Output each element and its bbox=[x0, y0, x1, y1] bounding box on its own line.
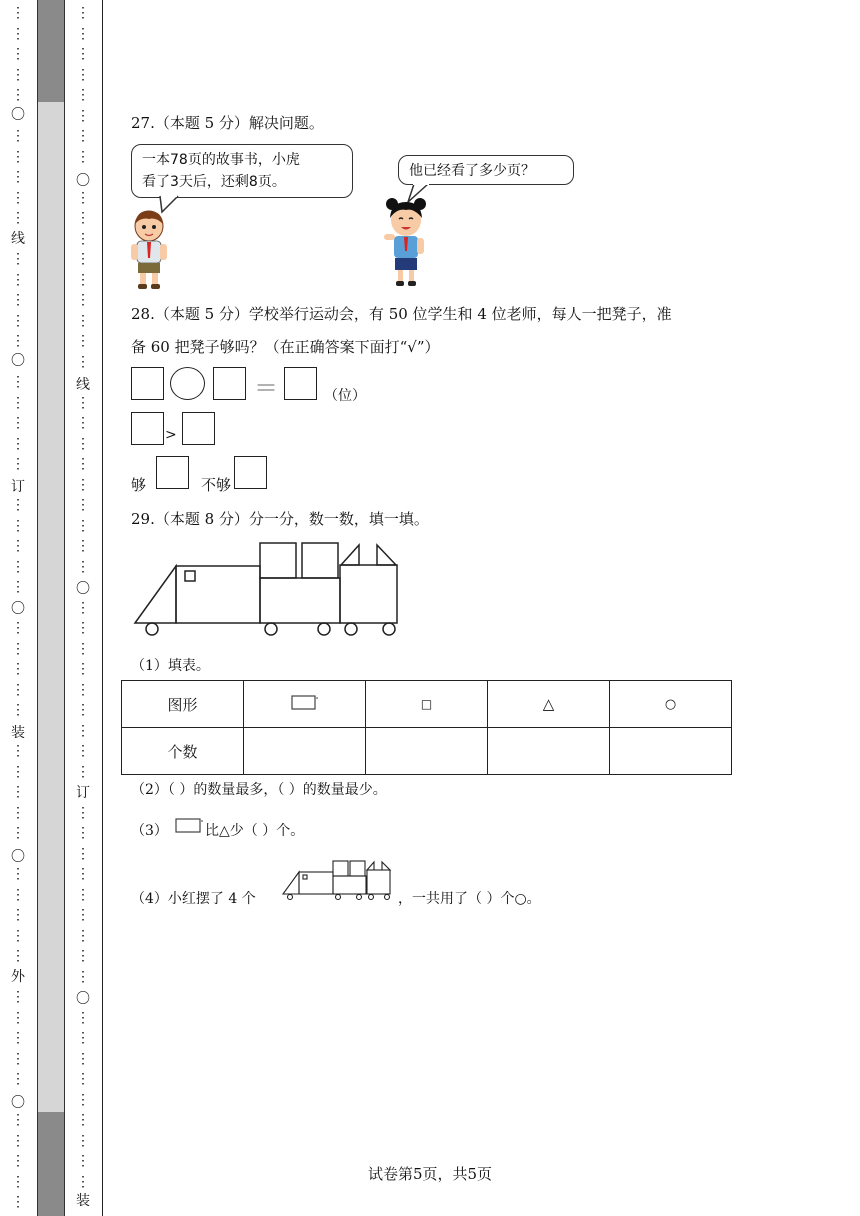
outer-margin-dots: ⋮ bbox=[11, 1173, 25, 1190]
rectangle-shape-icon bbox=[174, 817, 206, 835]
outer-margin-dots: ⋮ bbox=[11, 640, 25, 657]
outer-margin-dots: ⋮ bbox=[11, 702, 25, 718]
outer-margin-dots: ⋮ bbox=[11, 927, 25, 944]
inner-margin-dots: ⋮ bbox=[76, 251, 90, 267]
q28-line2: 备 60 把凳子够吗？（在正确答案下面打“√”） bbox=[131, 338, 440, 356]
table-cell-triangle: △ bbox=[488, 681, 610, 728]
count-input-triangle[interactable] bbox=[488, 728, 610, 775]
compare-box-right[interactable] bbox=[182, 412, 215, 445]
outer-margin-dots: ⋮ bbox=[11, 415, 25, 431]
outer-margin-dots: ⋮ bbox=[11, 558, 25, 575]
outer-margin-label: 〇 bbox=[11, 107, 25, 123]
inner-margin-dots: ⋮ bbox=[76, 681, 90, 698]
equals-sign: ＝ bbox=[254, 374, 278, 402]
inner-margin-dots: ⋮ bbox=[76, 230, 90, 247]
shape-count-table bbox=[121, 680, 732, 775]
outer-margin-dots: ⋮ bbox=[11, 456, 25, 472]
outer-margin-dots: ⋮ bbox=[11, 46, 25, 62]
q28-line1: 28.（本题 5 分）学校举行运动会，有 50 位学生和 4 位老师，每人一把凳子，准 bbox=[131, 305, 672, 323]
inner-margin-label: 〇 bbox=[76, 581, 90, 597]
outer-margin-dots: ⋮ bbox=[11, 784, 25, 800]
rectangle-shape-icon bbox=[290, 693, 320, 711]
inner-margin-dots: ⋮ bbox=[76, 210, 90, 226]
outer-margin-dots: ⋮ bbox=[11, 1009, 25, 1026]
table-cell-rectangle bbox=[244, 681, 366, 728]
outer-margin-dots: ⋮ bbox=[11, 374, 25, 390]
enough-checkbox[interactable] bbox=[156, 456, 189, 489]
outer-margin-dots: ⋮ bbox=[11, 5, 25, 21]
table-row-shapes bbox=[122, 681, 732, 728]
inner-margin-dots: ⋮ bbox=[76, 1153, 90, 1169]
inner-margin-dots: ⋮ bbox=[76, 927, 90, 944]
q27-bubble-left-line1: 一本78页的故事书，小虎 bbox=[142, 152, 300, 168]
answer-box-1[interactable] bbox=[131, 367, 164, 400]
q29-sub2: （2）（ ）的数量最多，（ ）的数量最少。 bbox=[131, 782, 387, 798]
outer-margin-dots: ⋮ bbox=[11, 743, 25, 759]
inner-margin-dots: ⋮ bbox=[76, 189, 90, 206]
inner-margin-dots: ⋮ bbox=[76, 66, 90, 83]
outer-margin-dots: ⋮ bbox=[11, 210, 25, 226]
count-input-circle[interactable] bbox=[610, 728, 732, 775]
inner-margin-dots: ⋮ bbox=[76, 640, 90, 657]
outer-margin-dots: ⋮ bbox=[11, 886, 25, 903]
inner-margin-dots: ⋮ bbox=[76, 497, 90, 513]
q27-speech-bubble-right: 他已经看了多少页？ bbox=[398, 155, 574, 185]
compare-box-left[interactable] bbox=[131, 412, 164, 445]
q29-sub3-suffix: 比△少（ ）个。 bbox=[205, 823, 305, 839]
inner-margin-dots: ⋮ bbox=[76, 333, 90, 349]
table-header-shape: 图形 bbox=[122, 681, 244, 728]
inner-margin-dots: ⋮ bbox=[76, 456, 90, 472]
outer-margin-dots: ⋮ bbox=[11, 1153, 25, 1169]
answer-box-2[interactable] bbox=[213, 367, 246, 400]
count-input-rectangle[interactable] bbox=[244, 728, 366, 775]
outer-margin-dots: ⋮ bbox=[11, 866, 25, 882]
outer-margin-dots: ⋮ bbox=[11, 579, 25, 595]
inner-margin-dots: ⋮ bbox=[76, 312, 90, 329]
inner-margin-dots: ⋮ bbox=[76, 661, 90, 677]
inner-margin-dots: ⋮ bbox=[76, 271, 90, 288]
girl-illustration bbox=[382, 196, 430, 288]
outer-margin-dots: ⋮ bbox=[11, 128, 25, 144]
table-row-counts bbox=[122, 728, 732, 775]
table-header-count: 个数 bbox=[122, 728, 244, 775]
inner-margin-dots: ⋮ bbox=[76, 722, 90, 739]
outer-margin-label: 〇 bbox=[11, 601, 25, 617]
outer-margin-dots: ⋮ bbox=[11, 1112, 25, 1128]
inner-margin-dots: ⋮ bbox=[76, 1132, 90, 1149]
page-footer: 试卷第5页，共5页 bbox=[367, 1165, 493, 1183]
inner-margin-dots: ⋮ bbox=[76, 1173, 90, 1190]
inner-margin-dots: ⋮ bbox=[76, 107, 90, 124]
inner-margin-dots: ⋮ bbox=[76, 558, 90, 575]
outer-margin-dots: ⋮ bbox=[11, 1050, 25, 1067]
q29-sub4-suffix: ，一共用了（ ）个○。 bbox=[398, 891, 541, 907]
boy-illustration bbox=[128, 208, 170, 292]
binding-margin-gray-strip bbox=[37, 0, 65, 1216]
train-figure bbox=[130, 538, 405, 638]
enough-label: 够 bbox=[131, 476, 147, 494]
inner-margin-dots: ⋮ bbox=[76, 1050, 90, 1067]
inner-margin-dots: ⋮ bbox=[76, 1071, 90, 1087]
outer-margin-label: 线 bbox=[11, 231, 25, 247]
outer-margin-dots: ⋮ bbox=[11, 907, 25, 923]
outer-margin-dots: ⋮ bbox=[11, 148, 25, 165]
inner-margin-dots: ⋮ bbox=[76, 948, 90, 964]
outer-margin-dots: ⋮ bbox=[11, 312, 25, 329]
binding-margin-outer bbox=[0, 0, 36, 1216]
inner-margin-dots: ⋮ bbox=[76, 886, 90, 903]
outer-margin-dots: ⋮ bbox=[11, 1030, 25, 1046]
inner-margin-label: 装 bbox=[76, 1193, 90, 1209]
outer-margin-dots: ⋮ bbox=[11, 1194, 25, 1210]
inner-margin-label: 〇 bbox=[76, 173, 90, 189]
inner-margin-dots: ⋮ bbox=[76, 148, 90, 165]
greater-than-sign: > bbox=[165, 427, 177, 443]
unit-label: （位） bbox=[324, 388, 366, 404]
inner-margin-dots: ⋮ bbox=[76, 292, 90, 308]
inner-margin-dots: ⋮ bbox=[76, 620, 90, 636]
outer-margin-dots: ⋮ bbox=[11, 681, 25, 698]
outer-margin-dots: ⋮ bbox=[11, 189, 25, 206]
outer-margin-dots: ⋮ bbox=[11, 661, 25, 677]
operator-circle[interactable] bbox=[170, 367, 205, 400]
outer-margin-label: 外 bbox=[11, 969, 25, 985]
count-input-square[interactable] bbox=[366, 728, 488, 775]
outer-margin-dots: ⋮ bbox=[11, 620, 25, 636]
q27-title: 27.（本题 5 分）解决问题。 bbox=[131, 114, 324, 132]
inner-margin-dots: ⋮ bbox=[76, 599, 90, 616]
inner-margin-dots: ⋮ bbox=[76, 804, 90, 821]
outer-margin-dots: ⋮ bbox=[11, 1132, 25, 1149]
inner-margin-dots: ⋮ bbox=[76, 845, 90, 862]
q29-sub4-prefix: （4）小红摆了 4 个 bbox=[131, 891, 256, 907]
inner-margin-dots: ⋮ bbox=[76, 907, 90, 923]
inner-margin-dots: ⋮ bbox=[76, 415, 90, 431]
outer-margin-dots: ⋮ bbox=[11, 87, 25, 103]
inner-margin-dots: ⋮ bbox=[76, 476, 90, 493]
outer-margin-label: 〇 bbox=[11, 1095, 25, 1111]
outer-margin-dots: ⋮ bbox=[11, 497, 25, 513]
answer-box-result[interactable] bbox=[284, 367, 317, 400]
inner-margin-dots: ⋮ bbox=[76, 763, 90, 780]
outer-margin-dots: ⋮ bbox=[11, 66, 25, 83]
outer-margin-dots: ⋮ bbox=[11, 435, 25, 452]
outer-margin-dots: ⋮ bbox=[11, 1071, 25, 1087]
inner-margin-dots: ⋮ bbox=[76, 435, 90, 452]
inner-margin-label: 线 bbox=[76, 377, 90, 393]
inner-margin-dots: ⋮ bbox=[76, 1091, 90, 1108]
inner-margin-dots: ⋮ bbox=[76, 1030, 90, 1046]
not-enough-label: 不够 bbox=[201, 476, 232, 494]
inner-margin-dots: ⋮ bbox=[76, 25, 90, 42]
outer-margin-dots: ⋮ bbox=[11, 825, 25, 841]
inner-margin-dots: ⋮ bbox=[76, 538, 90, 554]
outer-margin-dots: ⋮ bbox=[11, 804, 25, 821]
inner-margin-dots: ⋮ bbox=[76, 1112, 90, 1128]
gray-strip-top-block bbox=[38, 0, 64, 102]
outer-margin-dots: ⋮ bbox=[11, 271, 25, 288]
q27-bubble-left-line2: 看了3天后，还剩8页。 bbox=[142, 174, 286, 190]
inner-margin-dots: ⋮ bbox=[76, 866, 90, 882]
inner-margin-dots: ⋮ bbox=[76, 87, 90, 103]
table-cell-square: □ bbox=[366, 681, 488, 728]
inner-margin-dots: ⋮ bbox=[76, 46, 90, 62]
outer-margin-dots: ⋮ bbox=[11, 25, 25, 42]
inner-margin-dots: ⋮ bbox=[76, 128, 90, 144]
outer-margin-label: 订 bbox=[11, 479, 25, 495]
inner-margin-dots: ⋮ bbox=[76, 517, 90, 534]
outer-margin-dots: ⋮ bbox=[11, 292, 25, 308]
small-train-icon bbox=[281, 858, 395, 902]
inner-margin-label: 〇 bbox=[76, 991, 90, 1007]
outer-margin-dots: ⋮ bbox=[11, 989, 25, 1005]
inner-margin-dots: ⋮ bbox=[76, 702, 90, 718]
outer-margin-dots: ⋮ bbox=[11, 948, 25, 964]
outer-margin-label: 〇 bbox=[11, 353, 25, 369]
outer-margin-dots: ⋮ bbox=[11, 394, 25, 411]
outer-margin-dots: ⋮ bbox=[11, 251, 25, 267]
outer-margin-dots: ⋮ bbox=[11, 763, 25, 780]
inner-margin-dots: ⋮ bbox=[76, 394, 90, 411]
outer-margin-label: 装 bbox=[11, 725, 25, 741]
binding-margin-inner bbox=[64, 0, 103, 1216]
not-enough-checkbox[interactable] bbox=[234, 456, 267, 489]
outer-margin-dots: ⋮ bbox=[11, 538, 25, 554]
inner-margin-dots: ⋮ bbox=[76, 1009, 90, 1026]
q29-title: 29.（本题 8 分）分一分，数一数，填一填。 bbox=[131, 510, 429, 528]
inner-margin-dots: ⋮ bbox=[76, 743, 90, 759]
inner-margin-dots: ⋮ bbox=[76, 825, 90, 841]
outer-margin-dots: ⋮ bbox=[11, 169, 25, 185]
outer-margin-dots: ⋮ bbox=[11, 517, 25, 534]
inner-margin-dots: ⋮ bbox=[76, 353, 90, 370]
outer-margin-dots: ⋮ bbox=[11, 333, 25, 349]
q29-sub3-prefix: （3） bbox=[131, 823, 168, 839]
q29-sub1: （1）填表。 bbox=[131, 658, 210, 674]
inner-margin-dots: ⋮ bbox=[76, 968, 90, 985]
inner-margin-label: 订 bbox=[76, 785, 90, 801]
outer-margin-label: 〇 bbox=[11, 849, 25, 865]
table-cell-circle: ○ bbox=[610, 681, 732, 728]
inner-margin-dots: ⋮ bbox=[76, 5, 90, 21]
